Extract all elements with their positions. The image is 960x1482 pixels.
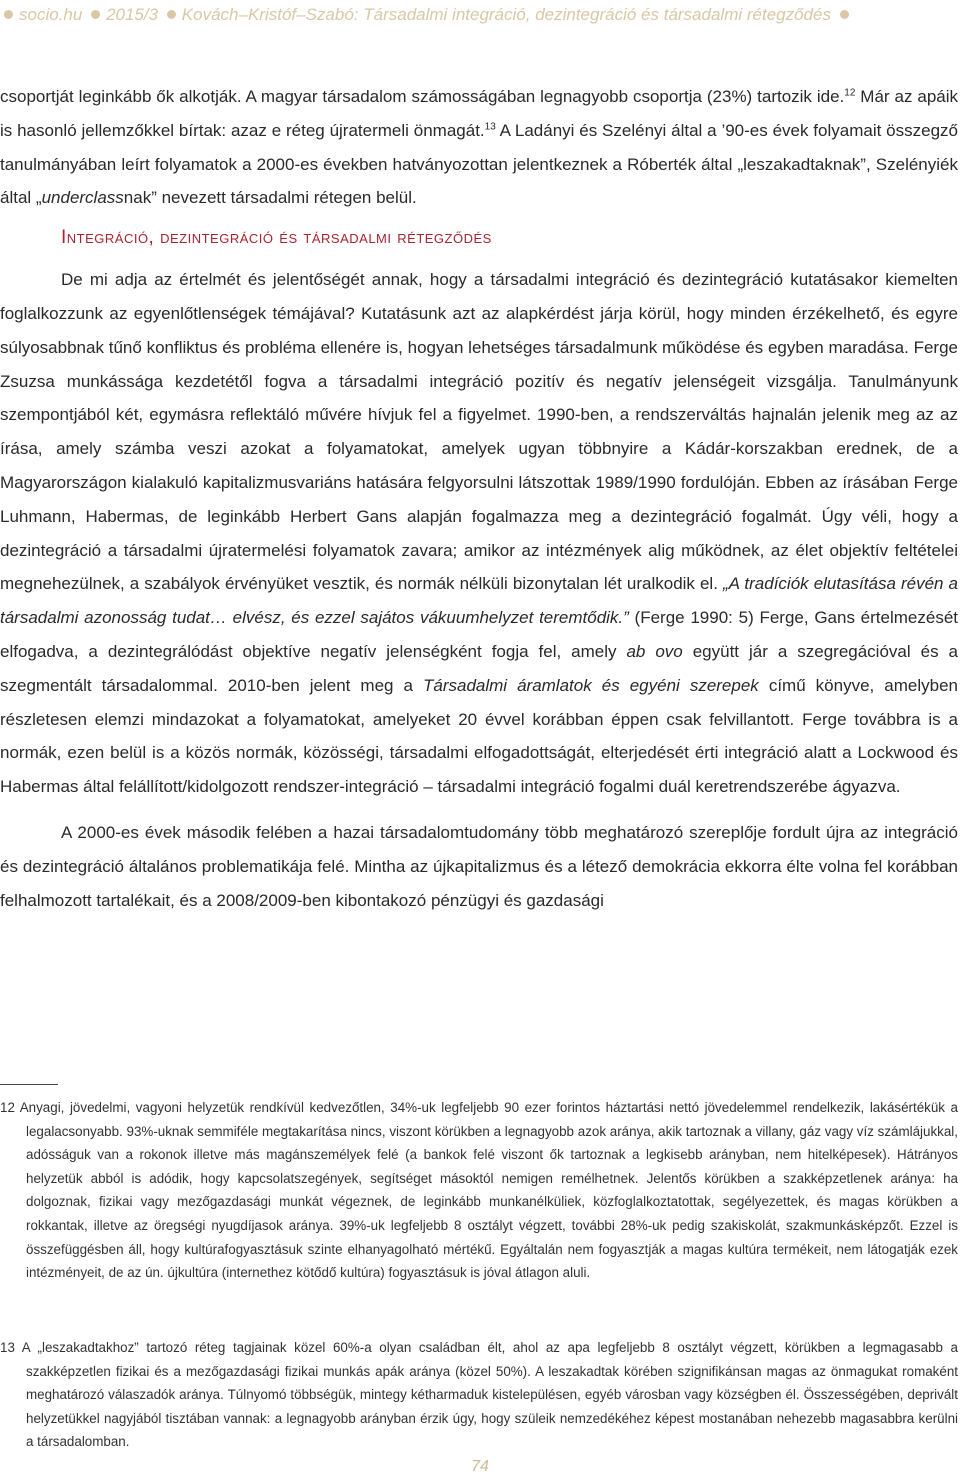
footnote-text: A „leszakadtakhoz” tartozó réteg tagjainak közel 60%-a olyan családban élt, ahol az apa legfeljebb 8 osztályt végzett, körükben a <box>21 1340 855 1355</box>
paragraph-3: A 2000-es évek második felében a hazai társadalomtudomány több meghatározó szereplője fordult újra az integráció és dezintegráció általános problematikája felé. Mintha az újkapitalizmus és a létező demokrácia ekkorra élte volna fel korábban felhalmozott tartalékait, és a 2008/2009-ben kibontakozó pénzügyi és gazdasági <box>0 822 958 910</box>
italic-term: ab ovo <box>626 641 683 661</box>
text-run: (Ferge 1990: 5) Ferge, Gans értelmezését elfogadva, a dezintegrálódást objektíve negatív jelenségként fogja fel, amely <box>0 608 958 661</box>
footnote-ref-13: 13 <box>484 121 496 133</box>
footnote-divider <box>0 1084 58 1085</box>
footnote-12 <box>0 1096 958 1285</box>
main-text <box>0 80 958 917</box>
text-run: De mi adja az értelmét és jelentőségét annak, hogy a társadalmi integráció és dezintegráció kutatásakor kiemelten foglalkozzunk az egyenlőtlenségek témájával? Kutatásunk azt az alapkérdést járja körül, hogy minden érzékelhető, és egyre súlyosabbnak tűnő konfliktus és probléma ellenére is, hogyan lehetséges társadalmunk működése és egyben maradása. Ferge Zsuzsa munkássága kezdetétől fogva a társadalmi integráció pozitív és negatív jelenségeit vizsgálja. Tanulmányunk szempontjából két, egymásra reflektáló művére hívjuk fel a figyelmet. 1990-ben, a rendszerváltás hajnalán jelenik meg az az írása, amely számba veszi azokat a folyamatokat, amelyek ugyan többnyire a Kádár-korszakban erednek, de a Magyarországon kialakuló kapitalizmusvariáns hatására felgyorsulni látszottak 1989/1990 fordulóján. Ebben az írásában Ferge Luhmann, Habermas, de leginkább Herbert Gans alapján fogalmazza meg a dezintegráció fogalmát. Úgy véli, hogy a dezintegráció a társadalmi újratermelési folyamatok zavara; amikor az intézmények alig működnek, az élet objektív feltételei megnehezülnek, a szabályok érvényüket vesztik, és normák nélküli bizonytalan lét uralkodik el. <box>0 270 958 594</box>
header-site: socio.hu <box>19 5 83 24</box>
paragraph-1 <box>0 80 958 215</box>
text-run: A Ladányi és Szelényi által a ’90-es évek folyamait összegző tanulmányában leírt folyamatok a 2000-es években hatványozottan jelentkeznek a Róberték által „leszakadtaknak”, Szelényiék által „ <box>0 120 958 208</box>
paragraph-2 <box>0 263 958 804</box>
bullet-dot-icon <box>167 10 176 19</box>
footnote-text: legmagasabb a szakképzetlen fizikai és a mezőgazdasági fizikai munkás apák aránya (közel 50%). A leszakadtak körében szignifikánsan magas az önmagukat romaként meghatározó válaszadók aránya. Túlnyomó többségük, mintegy kétharmaduk kistelepülésen, egyéb városban vagy községben él. Összességében, deprivált helyzetükkel nagyjából tisztában vannak: a legnagyobb arányban érzik úgy, hogy szüleik nemzedékéhez képest mostanában nehezebb magasabbra kerülni a társadalomban. <box>26 1340 958 1450</box>
footnote-number: 12 <box>0 1100 15 1115</box>
page-number: 74 <box>471 1458 489 1475</box>
running-header <box>0 0 855 30</box>
header-title: Kovách–Kristóf–Szabó: Társadalmi integráció, dezintegráció és társadalmi rétegződés <box>181 5 831 24</box>
footnote-text: Anyagi, jövedelmi, vagyoni helyzetük rendkívül kedvezőtlen, 34%-uk legfeljebb 90 ezer forintos háztartási nettó jövedelemmel <box>19 1100 788 1115</box>
text-run: csoportját leginkább ők alkotják. A magyar társadalom számosságában legnagyobb csoportja (23%) tartozik ide. <box>0 87 845 106</box>
section-heading: Integráció, dezintegráció és társadalmi rétegződés <box>61 227 492 249</box>
quotation: „A tradíciók elutasítása révén a társadalmi azonosság tudat… elvész, és ezzel sajátos vákuumhelyzet teremtődik.” <box>0 574 958 628</box>
bullet-dot-icon <box>91 10 100 19</box>
text-run: című könyve, amelyben részletesen elemzi mindazokat a folyamatokat, amelyeket 20 évvel korábban éppen csak felvillantott. Ferge továbbra is a normák, ezen belül is a közös normák, közösségi, társadalmi elfogadottságát, elterjedését érti integráció alatt a Lockwood és Habermas által felállított/kidolgozott rendszer-integráció – társadalmi integráció fogalmi duál keretrendszerébe ágyazva. <box>0 675 958 797</box>
footnote-number: 13 <box>0 1340 15 1355</box>
footnote-ref-12: 12 <box>844 87 856 99</box>
text-run: Már az apáik is hasonló jellemzőkkel bírtak: azaz e réteg újratermeli önmagát. <box>0 87 959 140</box>
footnote-text: rendelkezik, lakásértékük a legalacsonyabb. 93%-uknak semmiféle megtakarítása nincs, viszont körükben a legnagyobb azok aránya, akik tartoznak a villany, gáz vagy víz számlájukkal, adósságuk van a rokonok illetve más magánszemélyek felé (a bankok felé viszont ők tartoznak a legkisebb arányban, nem hitelképesek). Hátrányos helyzetük abból is adódik, hogy kapcsolatszegények, segítséget másoktól nemigen remélhetnek. Jelentős körükben a szakképzetlenek aránya: ha dolgoznak, fizikai vagy mezőgazdasági munkát végeznek, de leginkább munkanélküliek, közfoglalkoztatottak, segélyezettek, és magas körükben a rokkantak, illetve az öregségi nyugdíjasok aránya. 39%-uk legfeljebb 8 osztályt végzett, további 28%-uk pedig szakiskolát, szakmunkásképzőt. Ezzel is összefüggésben áll, hogy kultúrafogyasztásuk szinte elhanyagolható mértékű. Egyáltalán nem fogyasztják a magas kultúra termékeit, nem látogatják ezek intézményeit, de az ún. újkultúra (internethez kötődő kultúra) fogyasztásuk is jóval átlagon aluli. <box>26 1100 959 1281</box>
book-title: Társadalmi áramlatok és egyéni szerepek <box>422 675 759 695</box>
bullet-dot-icon <box>840 10 849 19</box>
bullet-dot-icon <box>4 10 13 19</box>
italic-term: underclass <box>41 188 124 208</box>
footnote-13 <box>0 1336 958 1454</box>
text-run: nak” nevezett társadalmi rétegen belül. <box>123 188 417 208</box>
header-issue: 2015/3 <box>106 5 159 24</box>
text-run: együtt jár a szegregációval és a szegmentált társadalommal. 2010-ben jelent meg a <box>0 641 958 695</box>
